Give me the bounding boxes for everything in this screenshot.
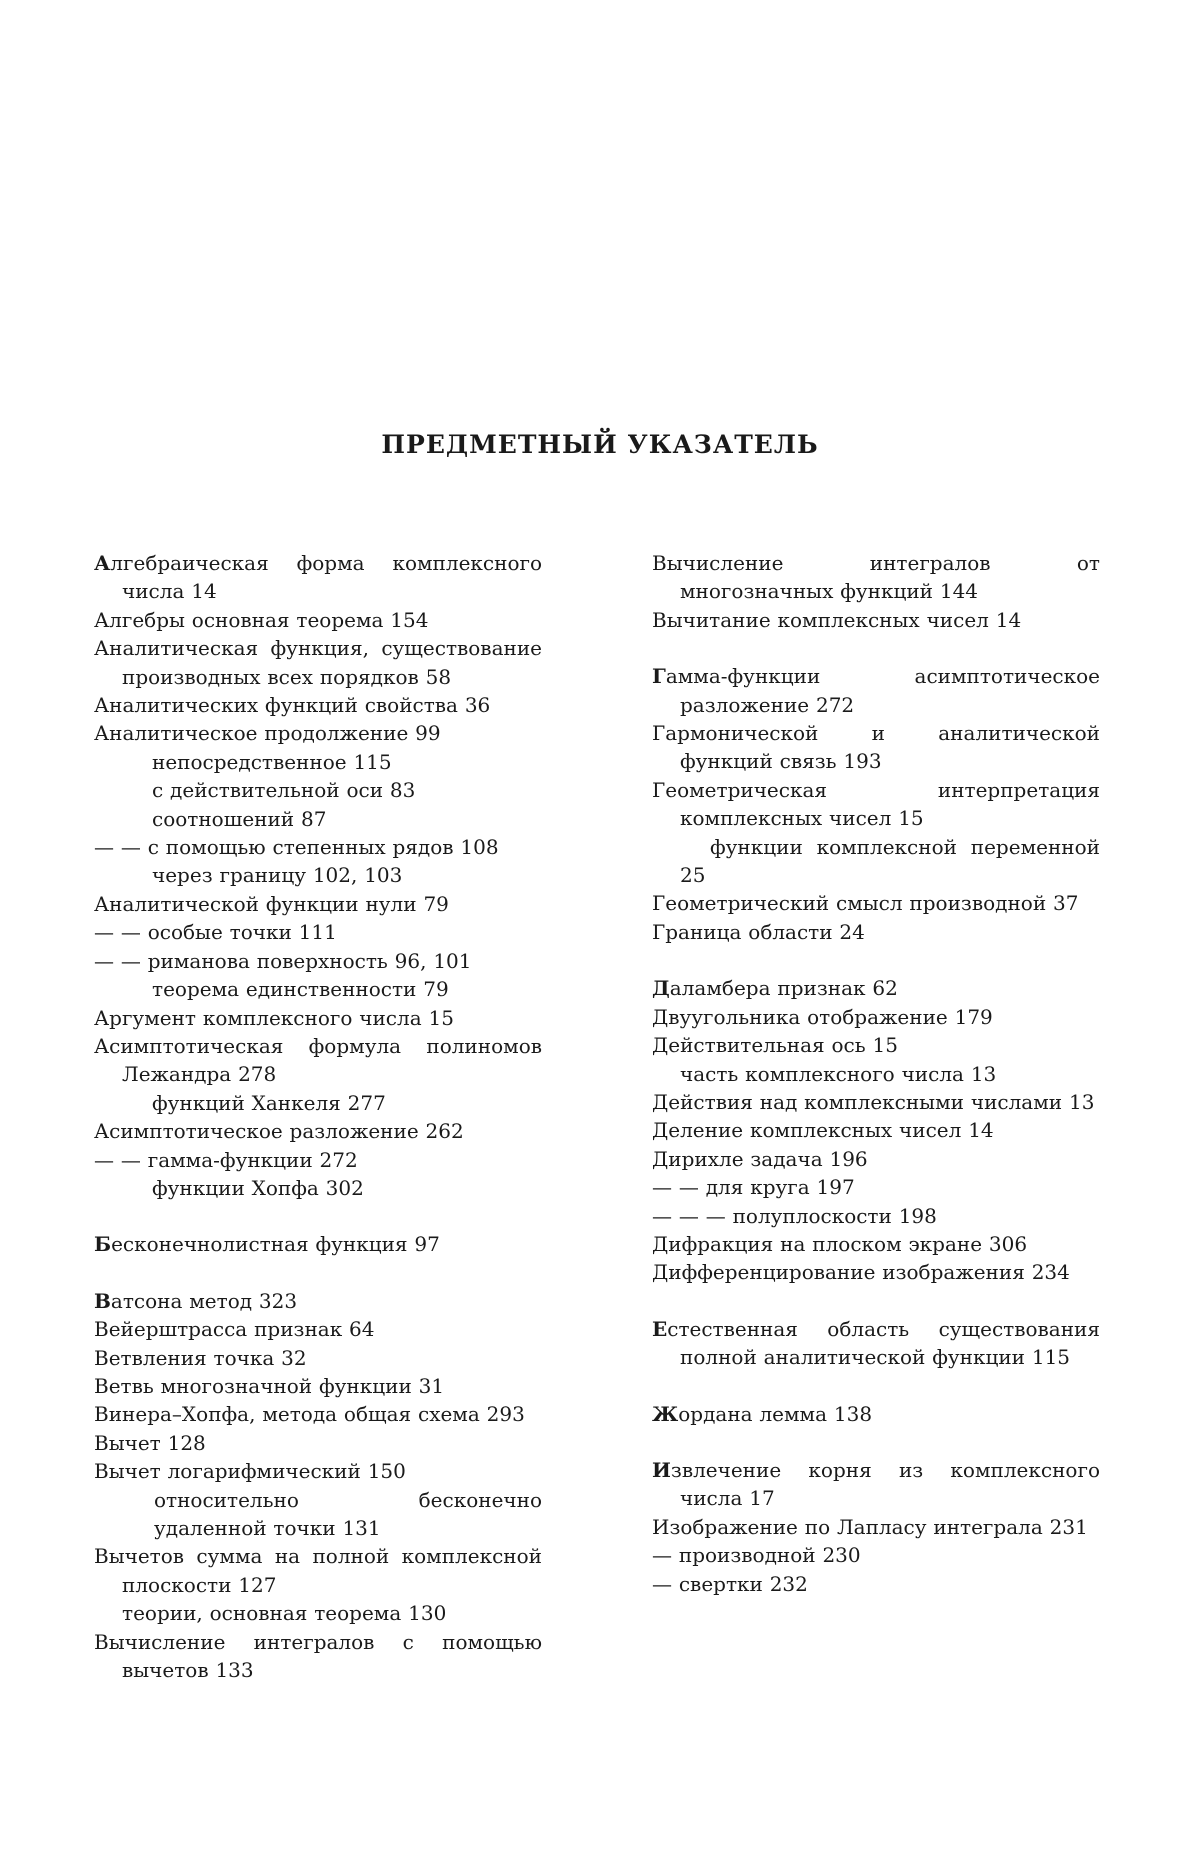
index-entry [652, 1202, 1100, 1230]
index-entry [652, 1513, 1100, 1541]
index-entry [94, 833, 542, 861]
index-entry [94, 975, 542, 1003]
index-entry [94, 549, 542, 606]
index-entry-text: Вычитание комплексных чисел 14 [652, 607, 1022, 632]
index-entry-text: Вычет 128 [94, 1430, 206, 1455]
index-entry-text: Ветвления точка 32 [94, 1345, 307, 1370]
section-lead-letter: Е [652, 1316, 668, 1341]
index-entry-text: соотношений 87 [152, 806, 327, 831]
index-entry-text: амма-функции асимптотическое разложение 272 [665, 664, 1100, 717]
index-entry-text: — — для круга 197 [652, 1175, 855, 1200]
index-entry-text: стественная область существования полной аналитической функции 115 [667, 1316, 1100, 1370]
index-entry-text: Геометрический смысл производной 37 [652, 891, 1079, 916]
index-entry-text: Ветвь многозначной функции 31 [94, 1373, 445, 1398]
index-entry [652, 1315, 1100, 1372]
index-entry [94, 691, 542, 719]
index-entry [652, 889, 1100, 917]
section-gap [652, 946, 1100, 974]
section-lead-letter: В [94, 1288, 111, 1313]
section-gap [652, 1287, 1100, 1315]
index-column-left [94, 549, 542, 1684]
index-entry-text: Аргумент комплексного числа 15 [94, 1005, 454, 1030]
index-entry-text: лгебраическая форма комплексного числа 14 [110, 551, 542, 604]
index-entry-text: аламбера признак 62 [669, 976, 898, 1001]
section-gap [94, 1202, 542, 1230]
index-entry-text: — — гамма-функции 272 [94, 1147, 358, 1172]
index-entry [652, 1031, 1100, 1059]
index-entry-text: Дифракция на плоском экране 306 [652, 1231, 1028, 1256]
section-lead-letter: Г [652, 664, 666, 689]
index-entry [652, 776, 1100, 833]
index-entry-text: Вычетов сумма на полной комплексной плоскости 127 [94, 1544, 542, 1597]
index-entry [652, 1088, 1100, 1116]
index-entry [94, 1117, 542, 1145]
index-entry-text: через границу 102, 103 [152, 863, 403, 888]
index-entry-text: Аналитических функций свойства 36 [94, 693, 491, 718]
index-entry-text: Аналитическое продолжение 99 [94, 721, 441, 746]
index-entry [94, 1486, 542, 1543]
index-entry [652, 1258, 1100, 1286]
index-entry [652, 1570, 1100, 1598]
index-entry [94, 719, 542, 747]
index-entry-text: относительно бесконечно удаленной точки 131 [154, 1487, 542, 1540]
index-entry-text: звлечение корня из комплексного числа 17 [670, 1457, 1100, 1511]
index-entry [94, 947, 542, 975]
index-entry [652, 549, 1100, 606]
index-column-right [652, 549, 1100, 1598]
index-entry-text: Вейерштрасса признак 64 [94, 1317, 375, 1342]
index-entry [652, 1060, 1100, 1088]
index-entry-text: Аналитической функции нули 79 [94, 891, 449, 916]
index-entry-text: Действительная ось 15 [652, 1033, 898, 1058]
index-entry-text: Аналитическая функция, существование производных всех порядков 58 [94, 636, 542, 689]
section-gap [652, 1428, 1100, 1456]
index-entry-text: Дирихле задача 196 [652, 1146, 868, 1171]
index-entry [652, 974, 1100, 1002]
index-entry-text: Двуугольника отображение 179 [652, 1004, 993, 1029]
section-gap [652, 634, 1100, 662]
index-entry-text: Асимптотическое разложение 262 [94, 1119, 464, 1144]
index-entry [94, 918, 542, 946]
index-entry-text: Вычисление интегралов от многозначных функций 144 [652, 551, 1100, 604]
index-entry [94, 1146, 542, 1174]
index-entry-text: — — — полуплоскости 198 [652, 1203, 937, 1228]
index-entry-text: с действительной оси 83 [152, 778, 416, 803]
index-entry-text: теорема единственности 79 [152, 977, 449, 1002]
index-entry-text: — свертки 232 [652, 1571, 808, 1596]
index-entry [94, 1400, 542, 1428]
index-entry [652, 1173, 1100, 1201]
index-entry [94, 1174, 542, 1202]
index-entry-text: Действия над комплексными числами 13 [652, 1089, 1095, 1114]
index-entry-text: Гармонической и аналитической функций связь 193 [652, 721, 1100, 774]
section-lead-letter: Б [94, 1232, 112, 1257]
section-gap [652, 1372, 1100, 1400]
index-entry [94, 890, 542, 918]
index-entry [652, 1400, 1100, 1428]
section-lead-letter: Ж [652, 1401, 679, 1426]
index-entry [94, 1542, 542, 1599]
index-entry-text: Дифференцирование изображения 234 [652, 1260, 1070, 1285]
index-entry-text: — — с помощью степенных рядов 108 [94, 835, 499, 860]
index-entry [94, 1628, 542, 1685]
section-lead-letter: Д [652, 976, 670, 1001]
index-entry [94, 748, 542, 776]
index-entry [652, 1456, 1100, 1513]
index-entry [94, 1089, 542, 1117]
index-entry [94, 1372, 542, 1400]
index-entry-text: Винера–Хопфа, метода общая схема 293 [94, 1402, 525, 1427]
index-entry [94, 1315, 542, 1343]
index-entry-text: непосредственное 115 [152, 749, 392, 774]
index-entry-text: Геометрическая интерпретация комплексных чисел 15 [652, 777, 1100, 831]
index-entry-text: — — риманова поверхность 96, 101 [94, 948, 472, 973]
index-entry-text: Вычисление интегралов с помощью вычетов 133 [94, 1629, 542, 1683]
index-entry-text: часть комплексного числа 13 [680, 1061, 997, 1086]
index-entry [652, 918, 1100, 946]
index-entry [652, 719, 1100, 776]
index-entry [94, 1230, 542, 1258]
index-entry-text: Граница области 24 [652, 919, 865, 944]
index-entry-text: Асимптотическая формула полиномов Лежандра 278 [94, 1033, 542, 1087]
index-entry [94, 1429, 542, 1457]
index-entry [94, 606, 542, 634]
index-entry-text: Алгебры основная теорема 154 [94, 607, 429, 632]
index-entry [652, 1541, 1100, 1569]
index-entry-text: ордана лемма 138 [678, 1401, 873, 1426]
index-entry [652, 662, 1100, 719]
index-entry [94, 1032, 542, 1089]
index-entry-text: теории, основная теорема 130 [122, 1601, 447, 1626]
index-entry [652, 833, 1100, 890]
index-entry-text: Деление комплексных чисел 14 [652, 1118, 994, 1143]
index-entry [94, 1344, 542, 1372]
section-lead-letter: И [652, 1457, 671, 1482]
index-entry [94, 776, 542, 804]
index-entry [652, 606, 1100, 634]
index-entry-text: атсона метод 323 [110, 1288, 298, 1313]
index-entry [94, 1599, 542, 1627]
index-entry-text: функций Ханкеля 277 [152, 1090, 386, 1115]
section-gap [94, 1259, 542, 1287]
index-entry [94, 1004, 542, 1032]
index-entry [94, 1457, 542, 1485]
index-entry-text: функции комплексной переменной 25 [680, 834, 1100, 888]
index-entry [94, 861, 542, 889]
index-entry-text: функции Хопфа 302 [152, 1175, 364, 1200]
index-entry [652, 1230, 1100, 1258]
index-entry-text: — — особые точки 111 [94, 920, 337, 945]
index-entry [652, 1003, 1100, 1031]
index-entry [652, 1116, 1100, 1144]
index-entry [94, 805, 542, 833]
index-entry-text: — производной 230 [652, 1543, 861, 1568]
index-entry-text: есконечнолистная функция 97 [111, 1232, 440, 1257]
index-entry [94, 634, 542, 691]
index-entry [652, 1145, 1100, 1173]
index-entry-text: Изображение по Лапласу интеграла 231 [652, 1514, 1088, 1539]
page-title: ПРЕДМЕТНЫЙ УКАЗАТЕЛЬ [381, 430, 819, 459]
section-lead-letter: А [94, 551, 111, 575]
index-entry-text: Вычет логарифмический 150 [94, 1459, 406, 1484]
index-entry [94, 1287, 542, 1315]
